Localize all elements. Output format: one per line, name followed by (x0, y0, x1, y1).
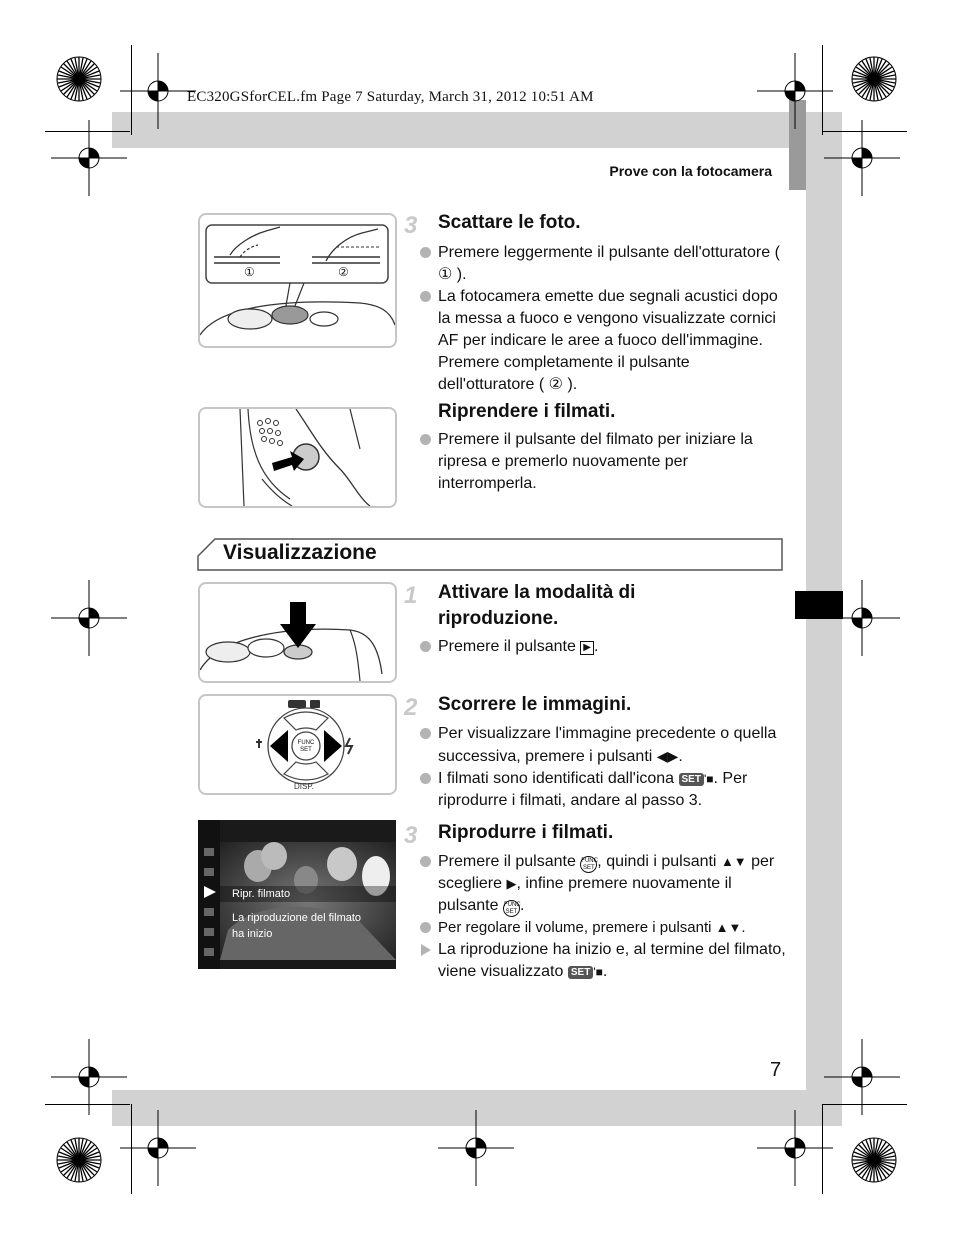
photo-overlay-title: Ripr. filmato (232, 888, 291, 900)
page-number: 7 (770, 1059, 782, 1081)
bullet-text: I filmati sono identificati dall'icona (438, 770, 675, 787)
set-icon: SET (568, 966, 593, 979)
bullet-text: Premere il pulsante (438, 853, 576, 870)
file-info: EC320GSforCEL.fm Page 7 Saturday, March 31, 2012 10:51 AM (187, 89, 594, 105)
func-set-icon: FUNC SET (581, 858, 598, 871)
movie-button-illustration (198, 407, 397, 508)
bullet-text-end: . (594, 638, 599, 655)
set-icon: SET (679, 773, 704, 786)
bullet-text: per scegliere (438, 853, 775, 892)
bullet-text-end: . (602, 963, 608, 980)
list-item (420, 768, 790, 812)
mark-1: ① (438, 266, 453, 283)
list-item (420, 286, 790, 396)
photo-overlay-line2: ha inizio (232, 928, 273, 940)
step-heading-browse: Scorrere le immagini. (438, 694, 632, 715)
playback-button-drawing (200, 584, 395, 681)
bullet-text-end: ). (567, 376, 578, 393)
bullet-text: Premere leggermente il pulsante dell'otturatore ( (438, 244, 780, 261)
play-movies-bullets (420, 851, 790, 983)
bullet-text: Premere il pulsante del filmato per iniziare la ripresa e premerlo nuovamente per interromperla. (438, 431, 753, 492)
bullet-text: La fotocamera emette due segnali acustici dopo la messa a fuoco e vengono visualizzate cornici AF per indicare le aree a fuoco dell'immagine. Premere completamente il pulsante dell'otturatore ( (438, 288, 778, 393)
playback-button-illustration (198, 582, 397, 683)
mark-1: ① (244, 265, 255, 279)
shutter-illustration (198, 213, 397, 348)
photo-drawing (198, 820, 396, 969)
list-item (420, 917, 790, 939)
list-item (420, 723, 790, 768)
dpad-disp-label: DISP. (294, 782, 314, 791)
bullet-text: , infine premere nuovamente il pulsante (438, 875, 732, 914)
movie-bullets (420, 429, 790, 495)
playback-mode-bullets (420, 636, 790, 658)
section-title-bar (197, 538, 783, 571)
dpad-illustration (198, 694, 397, 795)
list-item (420, 851, 790, 917)
shoot-bullets (420, 242, 790, 396)
page-header-title: Prove con la fotocamera (609, 163, 772, 179)
bullet-text-end: ). (456, 266, 467, 283)
playback-screen-photo (198, 820, 396, 969)
step-heading-playback-mode: Attivare la modalità di riproduzione. (438, 582, 636, 629)
bullet-text-end: . (519, 897, 525, 914)
up-down-arrows-icon: ▲▼ (720, 854, 747, 869)
up-down-arrows-icon: ▲▼ (715, 920, 742, 935)
list-item-result (420, 939, 790, 983)
play-icon: ▶ (506, 876, 517, 891)
step-number: 3 (404, 822, 418, 849)
step-heading-play-movies: Riprodurre i filmati. (438, 822, 614, 843)
list-item (420, 242, 790, 286)
list-item (420, 636, 790, 658)
dpad-func-set: FUNC SET (297, 740, 315, 753)
step-number: 3 (404, 212, 418, 239)
func-set-icon: FUNC SET (503, 902, 521, 915)
bullet-text-end: . (678, 748, 683, 765)
bullet-text: Per regolare il volume, premere i pulsanti (438, 919, 712, 936)
step-heading-movies: Riprendere i filmati. (438, 401, 616, 422)
bullet-text: Per visualizzare l'immagine precedente o quella successiva, premere i pulsanti (438, 725, 777, 765)
shutter-press-drawing (200, 215, 395, 346)
step-number: 2 (404, 694, 418, 721)
movie-icon: '■ (593, 965, 603, 979)
bullet-text: , quindi i pulsanti (597, 853, 717, 870)
step-number: 1 (404, 582, 418, 609)
bullet-text-end: . (741, 919, 746, 936)
bullet-text-end: . Per riprodurre i filmati, andare al passo 3. (438, 770, 748, 809)
play-icon: ▶ (580, 641, 594, 655)
list-item (420, 429, 790, 495)
mark-2: ② (338, 265, 349, 279)
photo-overlay-line1: La riproduzione del filmato (232, 912, 362, 924)
movie-icon: '■ (703, 772, 714, 786)
section-title: Visualizzazione (223, 541, 377, 564)
left-right-arrows-icon: ◀▶ (656, 748, 679, 764)
browse-bullets (420, 723, 790, 812)
mark-2: ② (548, 376, 564, 393)
bullet-text: Premere il pulsante (438, 638, 576, 655)
movie-button-drawing (200, 409, 395, 506)
bullet-text: La riproduzione ha inizio e, al termine del filmato, viene visualizzato (438, 941, 786, 980)
step-heading-shoot: Scattare le foto. (438, 212, 581, 233)
